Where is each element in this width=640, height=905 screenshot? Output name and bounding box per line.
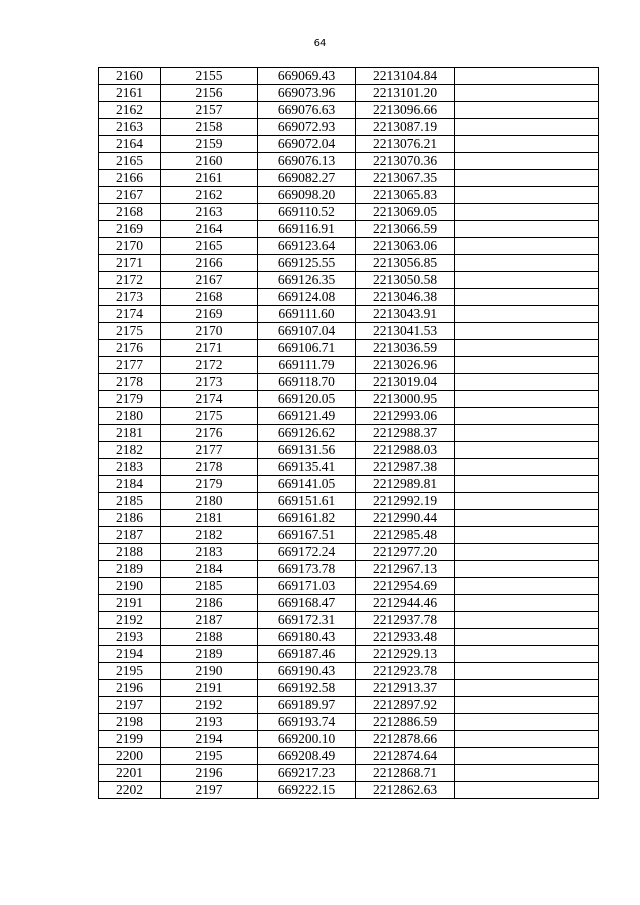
note-cell	[455, 68, 599, 85]
y-coordinate-cell: 2213050.58	[356, 272, 455, 289]
x-coordinate-cell: 669126.35	[258, 272, 356, 289]
note-cell	[455, 663, 599, 680]
note-cell	[455, 238, 599, 255]
note-cell	[455, 187, 599, 204]
original-number-cell: 2184	[161, 561, 258, 578]
table-row	[99, 136, 599, 153]
note-cell	[455, 527, 599, 544]
original-number-cell: 2180	[161, 493, 258, 510]
x-coordinate-cell: 669125.55	[258, 255, 356, 272]
original-number-cell: 2167	[161, 272, 258, 289]
y-coordinate-cell: 2213076.21	[356, 136, 455, 153]
point-number-cell: 2162	[99, 102, 161, 119]
table-row	[99, 425, 599, 442]
original-number-cell: 2182	[161, 527, 258, 544]
note-cell	[455, 153, 599, 170]
note-cell	[455, 493, 599, 510]
note-cell	[455, 697, 599, 714]
y-coordinate-cell: 2212897.92	[356, 697, 455, 714]
note-cell	[455, 374, 599, 391]
x-coordinate-cell: 669106.71	[258, 340, 356, 357]
y-coordinate-cell: 2213065.83	[356, 187, 455, 204]
table-row	[99, 680, 599, 697]
table-row	[99, 663, 599, 680]
original-number-cell: 2173	[161, 374, 258, 391]
table-row	[99, 204, 599, 221]
point-number-cell: 2176	[99, 340, 161, 357]
original-number-cell: 2177	[161, 442, 258, 459]
point-number-cell: 2174	[99, 306, 161, 323]
table-row	[99, 714, 599, 731]
original-number-cell: 2189	[161, 646, 258, 663]
point-number-cell: 2193	[99, 629, 161, 646]
note-cell	[455, 714, 599, 731]
point-number-cell: 2187	[99, 527, 161, 544]
x-coordinate-cell: 669222.15	[258, 782, 356, 799]
note-cell	[455, 306, 599, 323]
note-cell	[455, 765, 599, 782]
table-row	[99, 340, 599, 357]
y-coordinate-cell: 2213026.96	[356, 357, 455, 374]
x-coordinate-cell: 669167.51	[258, 527, 356, 544]
point-number-cell: 2186	[99, 510, 161, 527]
y-coordinate-cell: 2212878.66	[356, 731, 455, 748]
x-coordinate-cell: 669172.31	[258, 612, 356, 629]
note-cell	[455, 612, 599, 629]
original-number-cell: 2172	[161, 357, 258, 374]
y-coordinate-cell: 2213041.53	[356, 323, 455, 340]
coordinates-table-body	[99, 68, 599, 799]
y-coordinate-cell: 2212929.13	[356, 646, 455, 663]
original-number-cell: 2166	[161, 255, 258, 272]
y-coordinate-cell: 2212989.81	[356, 476, 455, 493]
point-number-cell: 2189	[99, 561, 161, 578]
point-number-cell: 2199	[99, 731, 161, 748]
point-number-cell: 2190	[99, 578, 161, 595]
y-coordinate-cell: 2213096.66	[356, 102, 455, 119]
table-row	[99, 748, 599, 765]
x-coordinate-cell: 669172.24	[258, 544, 356, 561]
note-cell	[455, 289, 599, 306]
x-coordinate-cell: 669171.03	[258, 578, 356, 595]
note-cell	[455, 408, 599, 425]
point-number-cell: 2166	[99, 170, 161, 187]
x-coordinate-cell: 669161.82	[258, 510, 356, 527]
table-row	[99, 187, 599, 204]
table-row	[99, 221, 599, 238]
y-coordinate-cell: 2212933.48	[356, 629, 455, 646]
point-number-cell: 2188	[99, 544, 161, 561]
table-row	[99, 255, 599, 272]
y-coordinate-cell: 2212988.03	[356, 442, 455, 459]
original-number-cell: 2171	[161, 340, 258, 357]
original-number-cell: 2190	[161, 663, 258, 680]
note-cell	[455, 595, 599, 612]
point-number-cell: 2201	[99, 765, 161, 782]
table-row	[99, 357, 599, 374]
x-coordinate-cell: 669120.05	[258, 391, 356, 408]
note-cell	[455, 782, 599, 799]
point-number-cell: 2170	[99, 238, 161, 255]
note-cell	[455, 272, 599, 289]
y-coordinate-cell: 2213019.04	[356, 374, 455, 391]
note-cell	[455, 204, 599, 221]
table-row	[99, 782, 599, 799]
note-cell	[455, 680, 599, 697]
note-cell	[455, 561, 599, 578]
point-number-cell: 2168	[99, 204, 161, 221]
table-row	[99, 578, 599, 595]
note-cell	[455, 323, 599, 340]
original-number-cell: 2163	[161, 204, 258, 221]
point-number-cell: 2182	[99, 442, 161, 459]
table-row	[99, 476, 599, 493]
table-row	[99, 391, 599, 408]
x-coordinate-cell: 669151.61	[258, 493, 356, 510]
x-coordinate-cell: 669200.10	[258, 731, 356, 748]
table-row	[99, 68, 599, 85]
note-cell	[455, 119, 599, 136]
x-coordinate-cell: 669111.79	[258, 357, 356, 374]
point-number-cell: 2200	[99, 748, 161, 765]
x-coordinate-cell: 669069.43	[258, 68, 356, 85]
point-number-cell: 2181	[99, 425, 161, 442]
table-row	[99, 697, 599, 714]
x-coordinate-cell: 669123.64	[258, 238, 356, 255]
table-row	[99, 493, 599, 510]
note-cell	[455, 425, 599, 442]
x-coordinate-cell: 669180.43	[258, 629, 356, 646]
y-coordinate-cell: 2212923.78	[356, 663, 455, 680]
point-number-cell: 2175	[99, 323, 161, 340]
original-number-cell: 2194	[161, 731, 258, 748]
x-coordinate-cell: 669173.78	[258, 561, 356, 578]
table-row	[99, 510, 599, 527]
y-coordinate-cell: 2213087.19	[356, 119, 455, 136]
x-coordinate-cell: 669192.58	[258, 680, 356, 697]
x-coordinate-cell: 669121.49	[258, 408, 356, 425]
y-coordinate-cell: 2213069.05	[356, 204, 455, 221]
y-coordinate-cell: 2212990.44	[356, 510, 455, 527]
y-coordinate-cell: 2212987.38	[356, 459, 455, 476]
original-number-cell: 2160	[161, 153, 258, 170]
note-cell	[455, 391, 599, 408]
y-coordinate-cell: 2213067.35	[356, 170, 455, 187]
note-cell	[455, 221, 599, 238]
original-number-cell: 2156	[161, 85, 258, 102]
original-number-cell: 2197	[161, 782, 258, 799]
y-coordinate-cell: 2212993.06	[356, 408, 455, 425]
note-cell	[455, 102, 599, 119]
table-row	[99, 323, 599, 340]
original-number-cell: 2192	[161, 697, 258, 714]
y-coordinate-cell: 2213063.06	[356, 238, 455, 255]
point-number-cell: 2172	[99, 272, 161, 289]
x-coordinate-cell: 669193.74	[258, 714, 356, 731]
y-coordinate-cell: 2212985.48	[356, 527, 455, 544]
original-number-cell: 2178	[161, 459, 258, 476]
note-cell	[455, 629, 599, 646]
y-coordinate-cell: 2213101.20	[356, 85, 455, 102]
x-coordinate-cell: 669098.20	[258, 187, 356, 204]
point-number-cell: 2161	[99, 85, 161, 102]
point-number-cell: 2198	[99, 714, 161, 731]
y-coordinate-cell: 2212874.64	[356, 748, 455, 765]
point-number-cell: 2194	[99, 646, 161, 663]
note-cell	[455, 170, 599, 187]
y-coordinate-cell: 2212862.63	[356, 782, 455, 799]
note-cell	[455, 357, 599, 374]
note-cell	[455, 442, 599, 459]
point-number-cell: 2202	[99, 782, 161, 799]
point-number-cell: 2169	[99, 221, 161, 238]
original-number-cell: 2195	[161, 748, 258, 765]
x-coordinate-cell: 669076.63	[258, 102, 356, 119]
y-coordinate-cell: 2212937.78	[356, 612, 455, 629]
point-number-cell: 2164	[99, 136, 161, 153]
x-coordinate-cell: 669111.60	[258, 306, 356, 323]
table-row	[99, 629, 599, 646]
point-number-cell: 2195	[99, 663, 161, 680]
original-number-cell: 2158	[161, 119, 258, 136]
x-coordinate-cell: 669076.13	[258, 153, 356, 170]
y-coordinate-cell: 2212954.69	[356, 578, 455, 595]
note-cell	[455, 578, 599, 595]
table-row	[99, 170, 599, 187]
x-coordinate-cell: 669124.08	[258, 289, 356, 306]
x-coordinate-cell: 669217.23	[258, 765, 356, 782]
table-row	[99, 238, 599, 255]
original-number-cell: 2157	[161, 102, 258, 119]
original-number-cell: 2186	[161, 595, 258, 612]
y-coordinate-cell: 2213046.38	[356, 289, 455, 306]
y-coordinate-cell: 2212988.37	[356, 425, 455, 442]
point-number-cell: 2163	[99, 119, 161, 136]
x-coordinate-cell: 669208.49	[258, 748, 356, 765]
table-row	[99, 119, 599, 136]
table-row	[99, 272, 599, 289]
table-row	[99, 459, 599, 476]
x-coordinate-cell: 669168.47	[258, 595, 356, 612]
x-coordinate-cell: 669082.27	[258, 170, 356, 187]
y-coordinate-cell: 2213043.91	[356, 306, 455, 323]
note-cell	[455, 459, 599, 476]
x-coordinate-cell: 669126.62	[258, 425, 356, 442]
original-number-cell: 2164	[161, 221, 258, 238]
original-number-cell: 2176	[161, 425, 258, 442]
table-row	[99, 408, 599, 425]
original-number-cell: 2165	[161, 238, 258, 255]
table-row	[99, 731, 599, 748]
table-row	[99, 544, 599, 561]
y-coordinate-cell: 2212967.13	[356, 561, 455, 578]
point-number-cell: 2184	[99, 476, 161, 493]
point-number-cell: 2173	[99, 289, 161, 306]
note-cell	[455, 731, 599, 748]
note-cell	[455, 85, 599, 102]
original-number-cell: 2169	[161, 306, 258, 323]
table-row	[99, 561, 599, 578]
y-coordinate-cell: 2212977.20	[356, 544, 455, 561]
original-number-cell: 2161	[161, 170, 258, 187]
y-coordinate-cell: 2212886.59	[356, 714, 455, 731]
x-coordinate-cell: 669116.91	[258, 221, 356, 238]
original-number-cell: 2193	[161, 714, 258, 731]
point-number-cell: 2171	[99, 255, 161, 272]
table-row	[99, 595, 599, 612]
note-cell	[455, 340, 599, 357]
note-cell	[455, 646, 599, 663]
original-number-cell: 2188	[161, 629, 258, 646]
note-cell	[455, 136, 599, 153]
original-number-cell: 2162	[161, 187, 258, 204]
point-number-cell: 2197	[99, 697, 161, 714]
original-number-cell: 2170	[161, 323, 258, 340]
original-number-cell: 2175	[161, 408, 258, 425]
original-number-cell: 2179	[161, 476, 258, 493]
y-coordinate-cell: 2213036.59	[356, 340, 455, 357]
y-coordinate-cell: 2212944.46	[356, 595, 455, 612]
y-coordinate-cell: 2213056.85	[356, 255, 455, 272]
x-coordinate-cell: 669190.43	[258, 663, 356, 680]
x-coordinate-cell: 669107.04	[258, 323, 356, 340]
note-cell	[455, 510, 599, 527]
table-row	[99, 646, 599, 663]
coordinates-table	[98, 67, 599, 799]
x-coordinate-cell: 669073.96	[258, 85, 356, 102]
table-row	[99, 289, 599, 306]
x-coordinate-cell: 669131.56	[258, 442, 356, 459]
original-number-cell: 2185	[161, 578, 258, 595]
point-number-cell: 2185	[99, 493, 161, 510]
point-number-cell: 2177	[99, 357, 161, 374]
note-cell	[455, 476, 599, 493]
x-coordinate-cell: 669141.05	[258, 476, 356, 493]
x-coordinate-cell: 669110.52	[258, 204, 356, 221]
y-coordinate-cell: 2213066.59	[356, 221, 455, 238]
table-row	[99, 612, 599, 629]
original-number-cell: 2168	[161, 289, 258, 306]
page-number: 64	[313, 38, 327, 49]
table-row	[99, 374, 599, 391]
original-number-cell: 2181	[161, 510, 258, 527]
y-coordinate-cell: 2212992.19	[356, 493, 455, 510]
y-coordinate-cell: 2212868.71	[356, 765, 455, 782]
original-number-cell: 2155	[161, 68, 258, 85]
point-number-cell: 2191	[99, 595, 161, 612]
point-number-cell: 2160	[99, 68, 161, 85]
original-number-cell: 2196	[161, 765, 258, 782]
x-coordinate-cell: 669072.04	[258, 136, 356, 153]
original-number-cell: 2159	[161, 136, 258, 153]
original-number-cell: 2183	[161, 544, 258, 561]
original-number-cell: 2174	[161, 391, 258, 408]
table-row	[99, 527, 599, 544]
y-coordinate-cell: 2213104.84	[356, 68, 455, 85]
point-number-cell: 2178	[99, 374, 161, 391]
note-cell	[455, 544, 599, 561]
point-number-cell: 2183	[99, 459, 161, 476]
y-coordinate-cell: 2213070.36	[356, 153, 455, 170]
table-row	[99, 102, 599, 119]
x-coordinate-cell: 669135.41	[258, 459, 356, 476]
table-row	[99, 765, 599, 782]
x-coordinate-cell: 669189.97	[258, 697, 356, 714]
x-coordinate-cell: 669187.46	[258, 646, 356, 663]
y-coordinate-cell: 2213000.95	[356, 391, 455, 408]
point-number-cell: 2165	[99, 153, 161, 170]
point-number-cell: 2179	[99, 391, 161, 408]
x-coordinate-cell: 669072.93	[258, 119, 356, 136]
point-number-cell: 2192	[99, 612, 161, 629]
point-number-cell: 2167	[99, 187, 161, 204]
table-row	[99, 306, 599, 323]
x-coordinate-cell: 669118.70	[258, 374, 356, 391]
table-row	[99, 153, 599, 170]
original-number-cell: 2187	[161, 612, 258, 629]
original-number-cell: 2191	[161, 680, 258, 697]
point-number-cell: 2196	[99, 680, 161, 697]
note-cell	[455, 748, 599, 765]
point-number-cell: 2180	[99, 408, 161, 425]
note-cell	[455, 255, 599, 272]
table-row	[99, 442, 599, 459]
y-coordinate-cell: 2212913.37	[356, 680, 455, 697]
table-row	[99, 85, 599, 102]
